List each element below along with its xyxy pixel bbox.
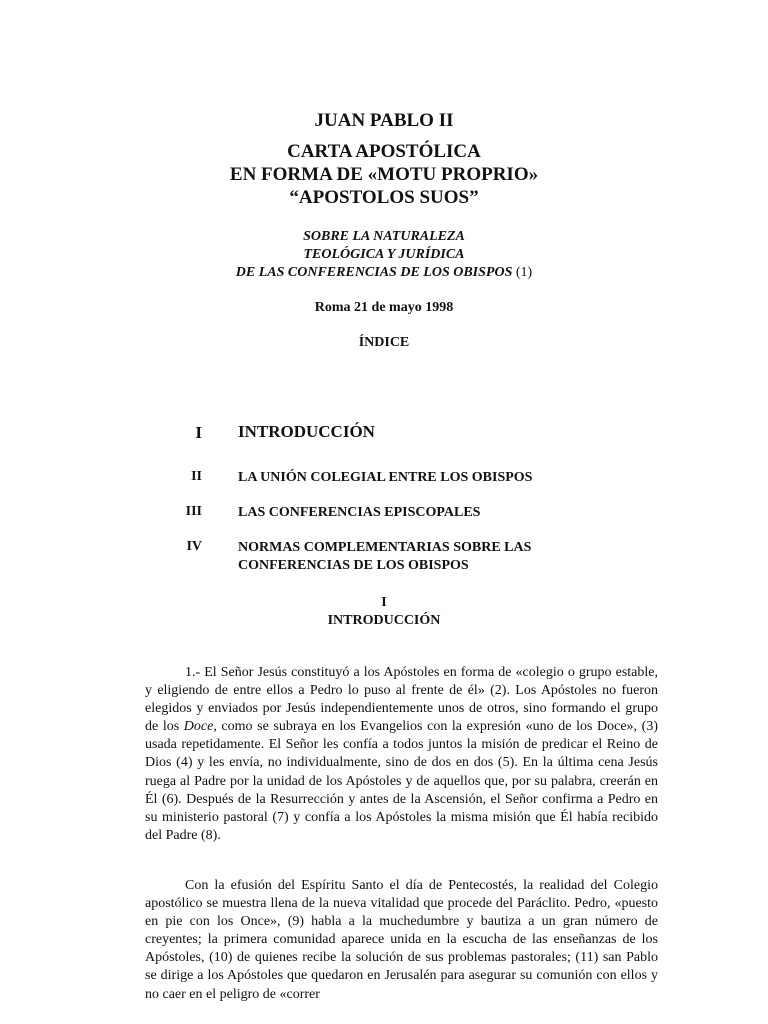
toc-label: NORMAS COMPLEMENTARIAS SOBRE LAS CONFERENCIAS DE LOS OBISPOS bbox=[238, 540, 532, 573]
paragraph-1-emphasis: Doce bbox=[183, 719, 214, 735]
section-title: INTRODUCCIÓN bbox=[327, 613, 441, 628]
title-line-3: “APOSTOLOS SUOS” bbox=[289, 187, 479, 208]
document-author: JUAN PABLO II bbox=[314, 110, 454, 131]
toc-number: I bbox=[195, 423, 202, 442]
toc-label: LA UNIÓN COLEGIAL ENTRE LOS OBISPOS bbox=[238, 470, 533, 485]
toc-number: IV bbox=[186, 539, 202, 554]
toc-number: III bbox=[185, 504, 202, 519]
document-title bbox=[0, 140, 768, 209]
document-date: Roma 21 de mayo 1998 bbox=[314, 300, 454, 315]
subtitle-line-1: SOBRE LA NATURALEZA bbox=[303, 229, 465, 244]
paragraph-1 bbox=[145, 664, 658, 845]
index-heading: ÍNDICE bbox=[358, 335, 410, 350]
footnote-ref: (1) bbox=[512, 265, 533, 280]
subtitle-line-3-text: DE LAS CONFERENCIAS DE LOS OBISPOS bbox=[235, 265, 513, 280]
section-number: I bbox=[381, 595, 387, 610]
subtitle-line-2: TEOLÓGICA Y JURÍDICA bbox=[303, 247, 465, 262]
subtitle-line-3 bbox=[0, 264, 768, 282]
section-heading bbox=[0, 594, 768, 630]
document-subtitle bbox=[0, 228, 768, 282]
paragraph-1-part-a: 1.- El Señor Jesús constituyó a los Apóstoles en forma de «colegio o grupo estable, y eligiendo de entre ellos a Pedro lo puso al frente de él» (2). Los Apóstoles no fueron elegidos y enviados por Jesús independientemente unos de otros, sino formando el grupo de los bbox=[145, 665, 658, 735]
title-line-1: CARTA APOSTÓLICA bbox=[287, 141, 481, 162]
toc-number: II bbox=[191, 469, 202, 484]
title-line-2: EN FORMA DE «MOTU PROPRIO» bbox=[229, 164, 539, 185]
paragraph-2: Con la efusión del Espíritu Santo el día de Pentecostés, la realidad del Colegio apostólico se muestra llena de la nueva vitalidad que procede del Paráclito. Pedro, «puesto en pie con los Once», (9) habla a la muchedumbre y bautiza a un gran número de creyentes; la primera comunidad aparece unida en la escucha de las enseñanzas de los Apóstoles, (10) de quienes recibe la solución de sus problemas pastorales; (11) san Pablo se dirige a los Apóstoles que quedaron en Jerusalén para asegurar su comunión con ellos y no caer en el peligro de «correr bbox=[145, 878, 658, 1002]
toc-label: LAS CONFERENCIAS EPISCOPALES bbox=[238, 505, 481, 520]
toc-label: INTRODUCCIÓN bbox=[238, 422, 375, 441]
paragraph-1-part-b: , como se subraya en los Evangelios con la expresión «uno de los Doce», (3) usada repetidamente. El Señor les confía a todos juntos la misión de predicar el Reino de Dios (4) y les envía, no individualmente, sino de dos en dos (5). En la última cena Jesús ruega al Padre por la unidad de los Apóstoles y de aquellos que, por su palabra, creerán en Él (6). Después de la Resurrección y antes de la Ascensión, el Señor confirma a Pedro en su ministerio pastoral (7) y confía a los Apóstoles la misma misión que Él había recibido del Padre (8). bbox=[145, 719, 658, 843]
